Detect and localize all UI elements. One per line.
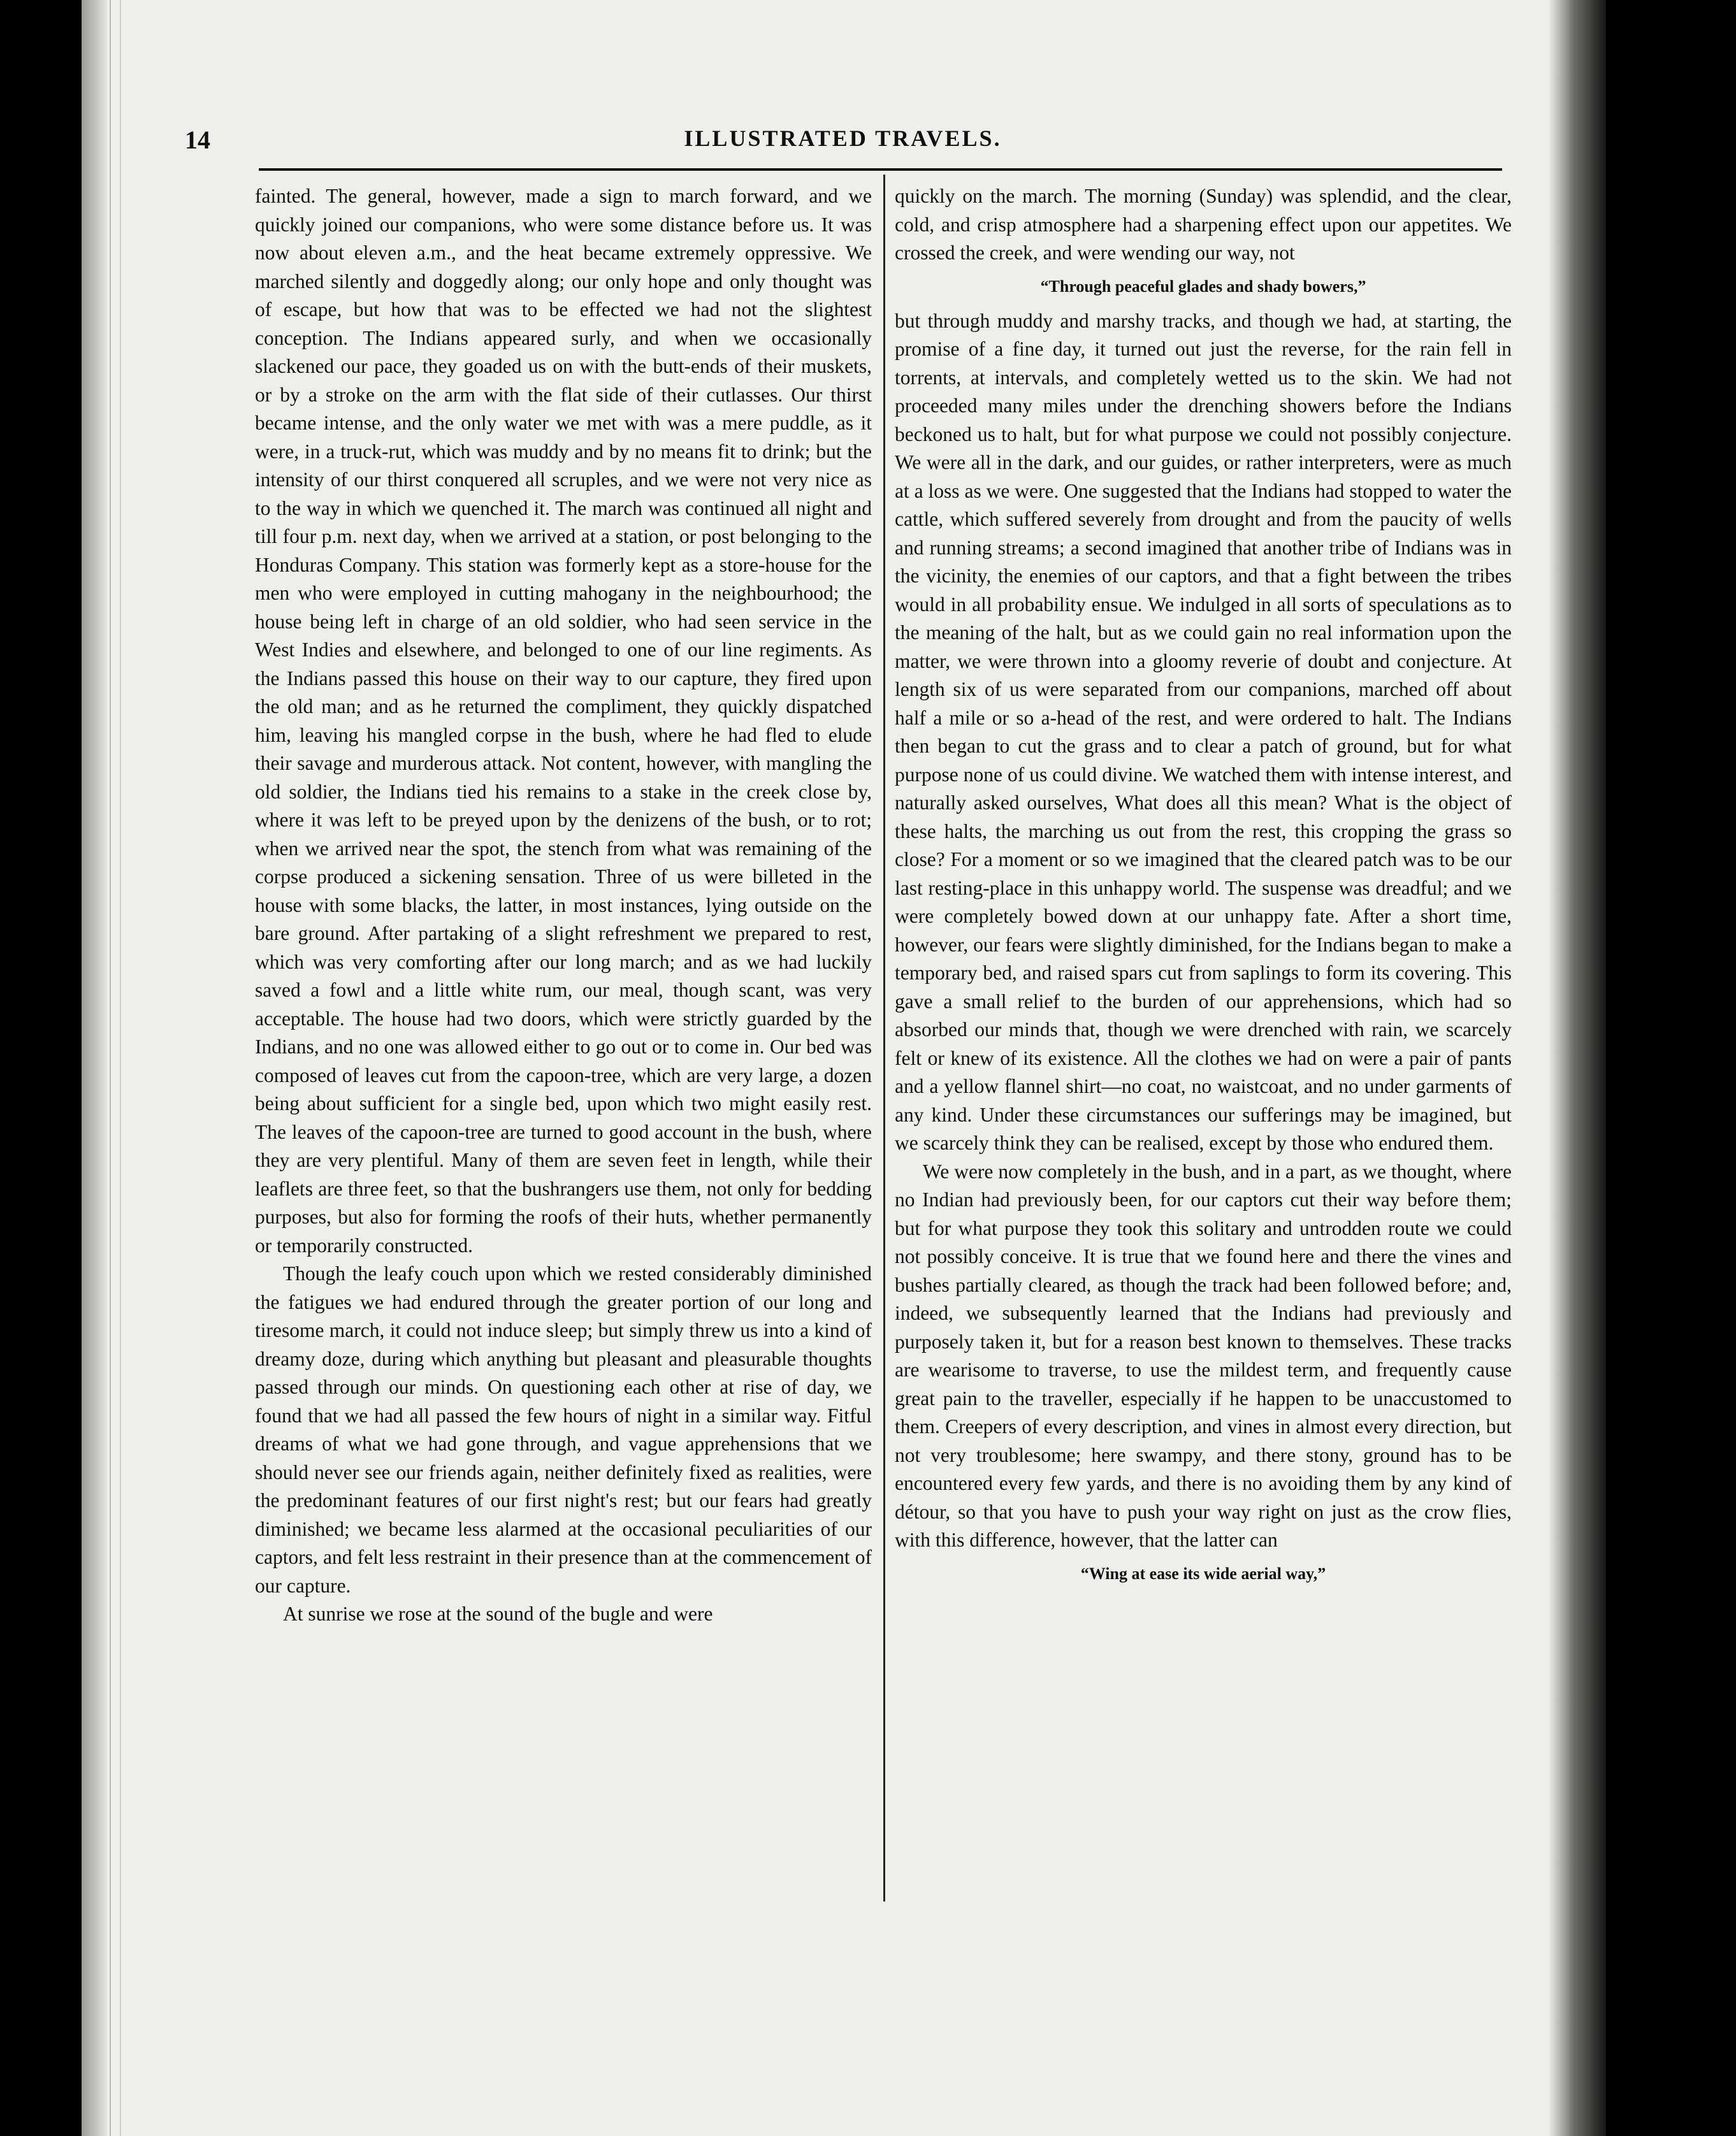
paragraph: At sunrise we rose at the sound of the bugle and were <box>283 1603 713 1625</box>
column-divider <box>883 175 885 1901</box>
paragraph: Though the leafy couch upon which we rested considerably diminished the fatigues we had endured through the greater portion of our long and tiresome march, it could not induce sleep; but simply threw us into a kind of dreamy doze, during which anything but pleasant and pleasurable thoughts passed through our minds. On questioning each other at rise of day, we found that we had all passed the few hours of night in a similar way. Fitful dreams of what we had gone through, and vague apprehensions that we should never see our friends again, neither definitely fixed as realities, were the predominant features of our first night's rest; but our fears had greatly diminished; we became less alarmed at the occasional peculiarities of our captors, and felt less restraint in their presence than at the commencement of our capture. <box>255 1262 872 1597</box>
gutter-lines <box>110 0 121 2136</box>
running-title: ILLUSTRATED TRAVELS. <box>684 126 1002 151</box>
page-number: 14 <box>185 126 210 154</box>
paragraph: quickly on the march. The morning (Sunday) was splendid, and the clear, cold, and crisp atmosphere had a sharpening effect upon our appetites. We crossed the creek, and were wending our way, not <box>895 185 1512 264</box>
paragraph: We were now completely in the bush, and in a part, as we thought, where no Indian had previously been, for our captors cut their way before them; but for what purpose they took this solitary and untrodden route we could not possibly conceive. It is true that we found here and there the vines and bushes partially cleared, as though the track had been followed before; and, indeed, we subsequently learned that the Indians had previously and purposely taken it, but for a reason best known to themselves. These tracks are wearisome to traverse, to use the mildest term, and frequently cause great pain to the traveller, especially if he happen to be unaccustomed to them. Creepers of every description, and vines in almost every direction, but not very troublesome; here swampy, and there stony, ground has to be encountered every few yards, and there is no avoiding them by any kind of détour, so that you have to push your way right on just as the crow flies, with this difference, however, that the latter can <box>895 1160 1512 1551</box>
page-header <box>185 119 1501 170</box>
paragraph: fainted. The general, however, made a sign to march forward, and we quickly joined our companions, who were some distance before us. It was now about eleven a.m., and the heat became extremely oppressive. We marched silently and doggedly along; our only hope and only thought was of escape, but how that was to be effected we had not the slightest conception. The Indians appeared surly, and when we occasionally slackened our pace, they goaded us on with the butt-ends of their muskets, or by a stroke on the arm with the flat side of their cutlasses. Our thirst became intense, and the only water we met with was a mere puddle, as it were, in a truck-rut, which was muddy and by no means fit to drink; but the intensity of our thirst conquered all scruples, and we were not very nice as to the way in which we quenched it. The march was continued all night and till four p.m. next day, when we arrived at a station, or post belonging to the Honduras Company. This station was formerly kept as a store-house for the men who were employed in cutting mahogany in the neighbourhood; the house being left in charge of an old soldier, who had seen service in the West Indies and elsewhere, and belonged to one of our line regiments. As the Indians passed this house on their way to our capture, they fired upon the old man; and as he returned the compliment, they quickly dispatched him, leaving his mangled corpse in the bush, where he had fled to elude their savage and murderous attack. Not content, however, with mangling the old soldier, the Indians tied his remains to a stake in the creek close by, where it was left to be preyed upon by the denizens of the bush, or to rot; when we arrived near the spot, the stench from what was remaining of the corpse produced a sickening sensation. Three of us were billeted in the house with some blacks, the latter, in most instances, lying outside on the bare ground. After partaking of a slight refreshment we prepared to rest, which was very comforting after our long march; and as we had luckily saved a fowl and a little white rum, our meal, though scant, was very acceptable. The house had two doors, which were strictly guarded by the Indians, and no one was allowed either to go out or to come in. Our bed was composed of leaves cut from the capoon-tree, which are very large, a dozen being about sufficient for a single bed, upon which two might easily rest. The leaves of the capoon-tree are turned to good account in the bush, where they are very plentiful. Many of them are seven feet in length, while their leaflets are three feet, so that the bushrangers use them, not only for bedding purposes, but also for forming the roofs of their huts, whether permanently or temporarily constructed. <box>255 185 872 1257</box>
right-column <box>895 182 1512 1594</box>
left-column <box>255 182 872 1629</box>
verse-quote: “Through peaceful glades and shady bowers,” <box>1040 277 1366 296</box>
page-edge-shadow <box>1549 0 1606 2136</box>
verse-quote: “Wing at ease its wide aerial way,” <box>1080 1564 1326 1583</box>
paragraph: but through muddy and marshy tracks, and though we had, at starting, the promise of a fine day, it turned out just the reverse, for the rain fell in torrents, at intervals, and completely wetted us to the skin. We had not proceeded many miles under the drenching showers before the Indians beckoned us to halt, but for what purpose we could not possibly conjecture. We were all in the dark, and our guides, or rather interpreters, were as much at a loss as we were. One suggested that the Indians had stopped to water the cattle, which suffered severely from drought and from the paucity of wells and running streams; a second imagined that another tribe of Indians was in the vicinity, the enemies of our captors, and that a fight between the tribes would in all probability ensue. We indulged in all sorts of speculations as to the meaning of the halt, but as we could gain no real information upon the matter, we were thrown into a gloomy reverie of doubt and conjecture. At length six of us were separated from our companions, marched off about half a mile or so a-head of the rest, and were ordered to halt. The Indians then began to cut the grass and to clear a patch of ground, but for what purpose none of us could divine. We watched them with intense interest, and naturally asked ourselves, What does all this mean? What is the object of these halts, the marching us out from the rest, this cropping the grass so close? For a moment or so we imagined that the cleared patch was to be our last resting-place in this unhappy world. The suspense was dreadful; and we were completely bowed down at our unhappy fate. After a short time, however, our fears were slightly diminished, for the Indians began to make a temporary bed, and raised spars cut from saplings to form its covering. This gave a small relief to the burden of our apprehensions, which had so absorbed our minds that, though we were drenched with rain, we scarcely felt or knew of its existence. All the clothes we had on were a pair of pants and a yellow flannel shirt—no coat, no waistcoat, and no under garments of any kind. Under these circumstances our sufferings may be imagined, but we scarcely think they can be realised, except by those who endured them. <box>895 309 1512 1154</box>
header-rule <box>259 168 1502 171</box>
binding-edge <box>82 0 107 2136</box>
